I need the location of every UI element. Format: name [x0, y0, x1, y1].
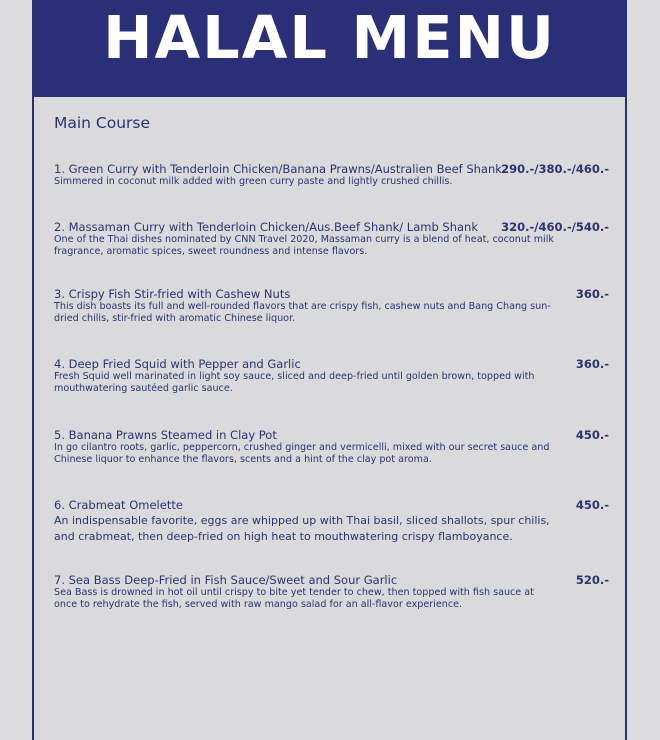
menu-item-price: 360.-	[575, 357, 609, 371]
menu-item-description: Sea Bass is drowned in hot oil until crispy to bite yet tender to chew, then topped with fish sauce at once to rehydrate the fish, served with raw mango salad for an all-flavor experience.	[54, 587, 534, 610]
menu-item-description: Fresh Squid well marinated in light soy sauce, sliced and deep-fried until golden brown, topped with mouthwatering sautéed garlic sauce.	[54, 371, 535, 394]
menu-item	[54, 287, 609, 324]
menu-item-name: 5. Banana Prawns Steamed in Clay Pot	[54, 428, 277, 442]
menu-title: HALAL MENU	[103, 3, 556, 72]
menu-item-price: 290.-/380.-/460.-	[501, 162, 609, 176]
section-title: Main Course	[54, 114, 151, 132]
menu-item	[54, 357, 609, 394]
menu-item-name: 1. Green Curry with Tenderloin Chicken/Banana Prawns/Australien Beef Shank	[54, 162, 502, 176]
menu-item-price: 450.-	[575, 428, 609, 442]
menu-item-price: 320.-/460.-/540.-	[501, 220, 609, 234]
menu-item	[54, 162, 609, 188]
menu-item-name: 4. Deep Fried Squid with Pepper and Garlic	[54, 357, 301, 371]
menu-item	[54, 220, 609, 257]
menu-item-name: 2. Massaman Curry with Tenderloin Chicken/Aus.Beef Shank/ Lamb Shank	[54, 220, 478, 234]
menu-item-name: 3. Crispy Fish Stir-fried with Cashew Nuts	[54, 287, 291, 301]
menu-item-name: 7. Sea Bass Deep-Fried in Fish Sauce/Sweet and Sour Garlic	[54, 573, 398, 587]
menu-header	[34, 0, 625, 97]
menu-item	[54, 573, 609, 610]
menu-item	[54, 428, 609, 465]
menu-page	[32, 0, 627, 740]
menu-item-description: One of the Thai dishes nominated by CNN Travel 2020, Massaman curry is a blend of heat, coconut milk fragrance, aromatic spices, sweet roundness and intense flavors.	[54, 234, 554, 257]
menu-item-price: 360.-	[575, 287, 609, 301]
menu-item-description: This dish boasts its full and well-rounded flavors that are crispy fish, cashew nuts and Bang Chang sun-dried chilis, stir-fried with aromatic Chinese liquor.	[54, 301, 551, 324]
menu-item-description: Simmered in coconut milk added with green curry paste and lightly crushed chillis.	[54, 176, 453, 187]
menu-item-description: An indispensable favorite, eggs are whipped up with Thai basil, sliced shallots, spur chilis, and crabmeat, then deep-fried on high heat to mouthwatering crispy flamboyance.	[54, 514, 550, 543]
menu-item-price: 450.-	[575, 498, 609, 512]
menu-item	[54, 498, 609, 545]
menu-item-name: 6. Crabmeat Omelette	[54, 498, 183, 512]
menu-item-description: In go cilantro roots, garlic, peppercorn, crushed ginger and vermicelli, mixed with our secret sauce and Chinese liquor to enhance the flavors, scents and a hint of the clay pot aroma.	[54, 442, 550, 465]
menu-item-price: 520.-	[575, 573, 609, 587]
